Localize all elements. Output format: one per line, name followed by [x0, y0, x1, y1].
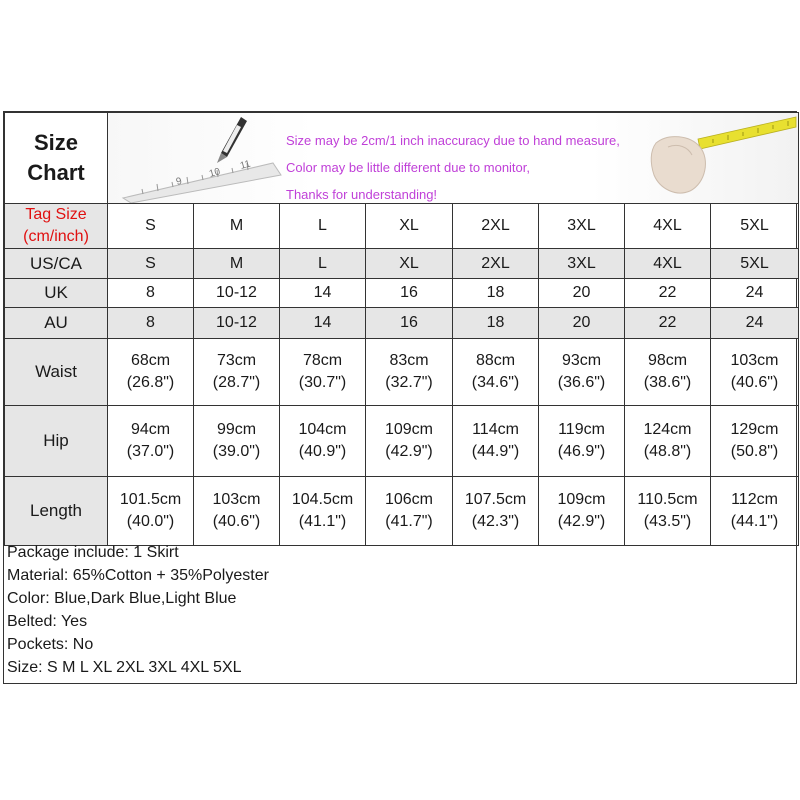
- info-package: Package include: 1 Skirt: [7, 544, 179, 561]
- hip-cell: [453, 406, 539, 477]
- length-inch: (42.3"): [471, 513, 520, 530]
- waist-cm: 93cm: [561, 352, 602, 369]
- measuring-tape-hand-illustration: [638, 113, 798, 203]
- uk-size-cell: 18: [453, 279, 539, 308]
- row-header-us-ca: US/CA: [5, 249, 108, 279]
- uk-size-cell: 8: [108, 279, 194, 308]
- us-size-cell: 3XL: [539, 249, 625, 279]
- info-material: Material: 65%Cotton + 35%Polyester: [7, 567, 269, 584]
- us-size-cell: XL: [366, 249, 453, 279]
- au-size-cell: 14: [280, 308, 366, 339]
- size-table: [4, 112, 799, 546]
- waist-inch: (28.7"): [212, 374, 261, 391]
- size-chart-title: Size Chart: [27, 130, 85, 185]
- info-color: Color: Blue,Dark Blue,Light Blue: [7, 590, 237, 607]
- product-info: [4, 537, 796, 679]
- row-header-hip: Hip: [5, 406, 108, 477]
- hip-inch: (46.9"): [557, 443, 606, 460]
- us-size-cell: L: [280, 249, 366, 279]
- uk-size-cell: 16: [366, 279, 453, 308]
- waist-inch: (26.8"): [126, 374, 175, 391]
- info-sizes: Size: S M L XL 2XL 3XL 4XL 5XL: [7, 659, 242, 676]
- length-inch: (40.6"): [212, 513, 261, 530]
- tag-size-cell: M: [194, 204, 280, 249]
- waist-cm: 83cm: [389, 352, 429, 369]
- length-cm: 106cm: [384, 491, 434, 508]
- length-cell: [625, 477, 711, 546]
- hip-cm: 109cm: [384, 421, 434, 438]
- waist-inch: (30.7"): [298, 374, 347, 391]
- length-cell: [108, 477, 194, 546]
- hip-inch: (37.0"): [126, 443, 175, 460]
- hip-inch: (50.8"): [730, 443, 779, 460]
- waist-cm: 68cm: [130, 352, 171, 369]
- uk-size-cell: 10-12: [194, 279, 280, 308]
- au-size-cell: 20: [539, 308, 625, 339]
- waist-inch: (38.6"): [643, 374, 692, 391]
- hip-inch: (42.9"): [385, 443, 433, 460]
- length-cm: 109cm: [557, 491, 606, 508]
- waist-cm: 103cm: [730, 352, 779, 369]
- au-size-cell: 18: [453, 308, 539, 339]
- ruler-mark-9: 9: [174, 175, 184, 188]
- length-inch: (41.7"): [385, 513, 433, 530]
- tag-size-cell: S: [108, 204, 194, 249]
- us-size-cell: S: [108, 249, 194, 279]
- waist-inch: (34.6"): [471, 374, 520, 391]
- note-color: Color may be little different due to monitor,: [286, 160, 530, 175]
- length-inch: (44.1"): [730, 513, 779, 530]
- waist-cell: [453, 339, 539, 406]
- length-inch: (43.5"): [643, 513, 692, 530]
- waist-cm: 78cm: [302, 352, 343, 369]
- waist-cm: 98cm: [647, 352, 688, 369]
- size-chart: [3, 111, 797, 684]
- length-cm: 107.5cm: [464, 491, 527, 508]
- waist-cell: [366, 339, 453, 406]
- header-banner-cell: [108, 113, 799, 204]
- hip-cm: 114cm: [472, 421, 519, 438]
- length-cell: [194, 477, 280, 546]
- length-cell: [453, 477, 539, 546]
- note-accuracy: Size may be 2cm/1 inch inaccuracy due to hand measure,: [286, 133, 620, 148]
- tag-size-cell: XL: [366, 204, 453, 249]
- length-cm: 101.5cm: [119, 491, 182, 508]
- tag-size-cell: 5XL: [711, 204, 799, 249]
- waist-cell: [711, 339, 799, 406]
- hip-cell: [625, 406, 711, 477]
- info-pockets: Pockets: No: [7, 636, 94, 653]
- uk-size-cell: 24: [711, 279, 799, 308]
- au-size-cell: 10-12: [194, 308, 280, 339]
- us-size-cell: 2XL: [453, 249, 539, 279]
- tag-size-cell: L: [280, 204, 366, 249]
- hip-cm: 104cm: [298, 421, 347, 438]
- uk-size-cell: 14: [280, 279, 366, 308]
- length-cell: [539, 477, 625, 546]
- measure-notes: [286, 127, 620, 203]
- hip-cm: 119cm: [558, 421, 605, 438]
- hip-cm: 94cm: [130, 421, 171, 438]
- length-cm: 110.5cm: [637, 491, 698, 508]
- waist-cell: [539, 339, 625, 406]
- length-inch: (40.0"): [126, 513, 175, 530]
- length-cm: 103cm: [212, 491, 261, 508]
- hip-cell: [280, 406, 366, 477]
- hip-cm: 124cm: [643, 421, 692, 438]
- length-cell: [280, 477, 366, 546]
- waist-inch: (36.6"): [557, 374, 606, 391]
- au-size-cell: 16: [366, 308, 453, 339]
- tag-size-label: Tag Size (cm/inch): [23, 206, 89, 245]
- row-header-length: Length: [5, 477, 108, 546]
- hip-cell: [194, 406, 280, 477]
- waist-cm: 73cm: [216, 352, 257, 369]
- us-size-cell: 5XL: [711, 249, 799, 279]
- hip-inch: (40.9"): [298, 443, 347, 460]
- note-thanks: Thanks for understanding!: [286, 187, 438, 202]
- length-inch: (41.1"): [298, 513, 347, 530]
- header-banner: [108, 113, 798, 203]
- waist-cell: [194, 339, 280, 406]
- waist-cell: [280, 339, 366, 406]
- measuring-pen-illustration: [113, 113, 293, 203]
- row-header-waist: Waist: [5, 339, 108, 406]
- row-header-tag-size: [5, 204, 108, 249]
- waist-cell: [625, 339, 711, 406]
- length-cell: [366, 477, 453, 546]
- hip-cell: [108, 406, 194, 477]
- uk-size-cell: 20: [539, 279, 625, 308]
- us-size-cell: 4XL: [625, 249, 711, 279]
- row-header-au: AU: [5, 308, 108, 339]
- waist-inch: (40.6"): [730, 374, 779, 391]
- size-chart-title-cell: [5, 113, 108, 204]
- length-inch: (42.9"): [557, 513, 606, 530]
- row-header-uk: UK: [5, 279, 108, 308]
- hip-cell: [539, 406, 625, 477]
- us-size-cell: M: [194, 249, 280, 279]
- au-size-cell: 22: [625, 308, 711, 339]
- length-cm: 112cm: [731, 491, 778, 508]
- hip-cell: [711, 406, 799, 477]
- length-cell: [711, 477, 799, 546]
- ruler-mark-11: 11: [238, 158, 252, 172]
- waist-cell: [108, 339, 194, 406]
- info-belted: Belted: Yes: [7, 613, 88, 630]
- uk-size-cell: 22: [625, 279, 711, 308]
- ruler-mark-10: 10: [207, 166, 222, 180]
- au-size-cell: 24: [711, 308, 799, 339]
- hip-cell: [366, 406, 453, 477]
- hip-inch: (48.8"): [643, 443, 692, 460]
- au-size-cell: 8: [108, 308, 194, 339]
- hip-cm: 99cm: [216, 421, 257, 438]
- hip-inch: (39.0"): [212, 443, 261, 460]
- tag-size-cell: 2XL: [453, 204, 539, 249]
- hip-inch: (44.9"): [471, 443, 520, 460]
- waist-inch: (32.7"): [385, 374, 433, 391]
- tag-size-cell: 4XL: [625, 204, 711, 249]
- tag-size-cell: 3XL: [539, 204, 625, 249]
- length-cm: 104.5cm: [291, 491, 354, 508]
- hip-cm: 129cm: [730, 421, 779, 438]
- waist-cm: 88cm: [475, 352, 516, 369]
